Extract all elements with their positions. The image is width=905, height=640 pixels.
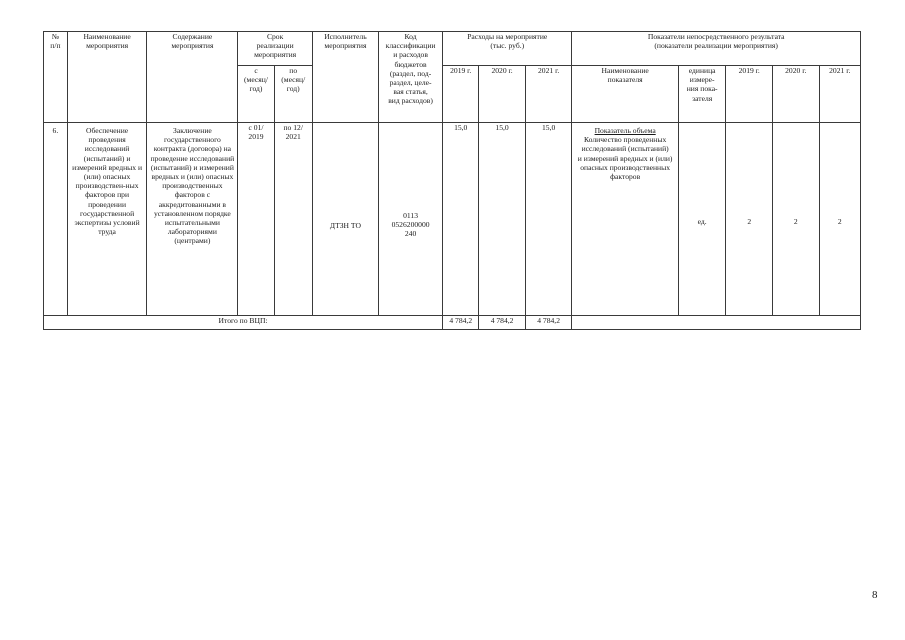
header-period-from: с (месяц/ год) (238, 66, 274, 123)
header-expense-year: 2019 г. (443, 66, 479, 123)
indicator-title: Показатель объема (594, 126, 656, 135)
header-indicator-year: 2019 г. (726, 66, 773, 123)
header-expenses: Расходы на мероприятие (тыс. руб.) (443, 32, 572, 66)
header-expense-year: 2021 г. (525, 66, 572, 123)
row-expense-2020: 15,0 (479, 123, 526, 316)
page-number: 8 (872, 589, 878, 601)
program-table (43, 31, 861, 330)
row-period-to: по 12/ 2021 (274, 123, 312, 316)
header-indicator-year: 2020 г. (772, 66, 819, 123)
header-name: Наименование мероприятия (67, 32, 147, 123)
indicator-text: Количество проведенных исследований (испытаний) и измерений вредных и (или) опасных производственных факторов (577, 135, 673, 182)
header-executor: Исполнитель мероприятия (312, 32, 378, 123)
header-period: Срок реализации мероприятия (238, 32, 312, 66)
table-row (44, 123, 861, 316)
header-content: Содержание мероприятия (147, 32, 238, 123)
header-unit: единица измере- ния пока- зателя (678, 66, 726, 123)
header-code: Код классификации и расходов бюджетов (раздел, под- раздел, целе- вая статья, вид расходов) (379, 32, 443, 123)
row-indicator-2020: 2 (772, 123, 819, 316)
header-period-to: по (месяц/ год) (274, 66, 312, 123)
row-indicator-2021: 2 (819, 123, 860, 316)
header-expense-year: 2020 г. (479, 66, 526, 123)
row-name: Обеспечение проведения исследований (испытаний) и измерений вредных и (или) опасных производствен-ных факторов при проведении государственной экспертизы условий труда (67, 123, 147, 316)
header-indicators: Показатели непосредственного результата (показатели реализации мероприятия) (572, 32, 861, 66)
row-indicator (572, 123, 679, 316)
row-expense-2019: 15,0 (443, 123, 479, 316)
total-2019: 4 784,2 (443, 316, 479, 330)
row-period-from: с 01/ 2019 (238, 123, 274, 316)
total-row (44, 316, 861, 330)
total-2021: 4 784,2 (525, 316, 572, 330)
total-label: Итого по ВЦП: (44, 316, 443, 330)
row-expense-2021: 15,0 (525, 123, 572, 316)
row-indicator-2019: 2 (726, 123, 773, 316)
total-2020: 4 784,2 (479, 316, 526, 330)
row-num: 6. (44, 123, 68, 316)
row-content: Заключение государственного контракта (договора) на проведение исследований (испытаний) и измерений вредных и (или) опасных производственных факторов с аккредитованными в установленном порядке испытательными лабораториями (центрами) (147, 123, 238, 316)
row-executor: ДТЗН ТО (312, 123, 378, 316)
header-indicator-name: Наименование показателя (572, 66, 679, 123)
total-indicators-empty (572, 316, 861, 330)
row-unit: ед. (678, 123, 726, 316)
header-indicator-year: 2021 г. (819, 66, 860, 123)
row-code: 0113 0526200000 240 (379, 123, 443, 316)
header-num: № п/п (44, 32, 68, 123)
